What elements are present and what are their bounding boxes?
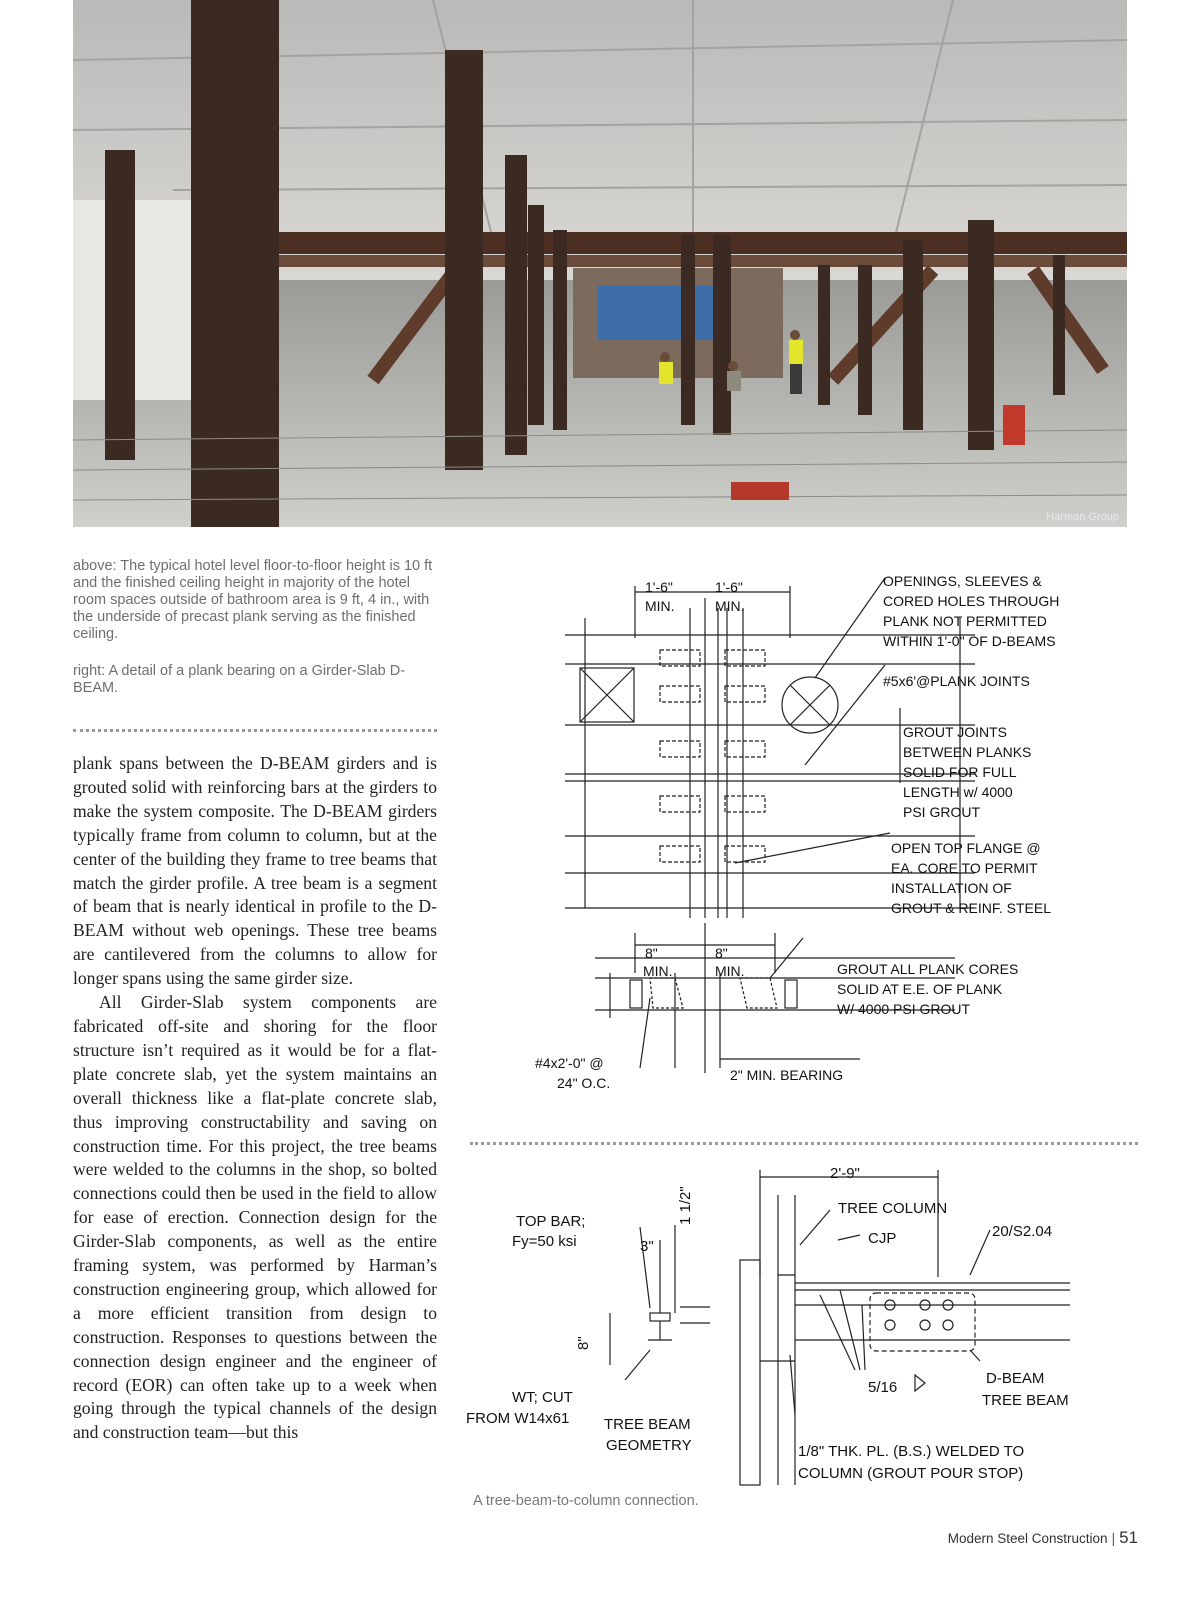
photo-illustration	[73, 0, 1127, 527]
dim-2-9: 2'-9"	[830, 1165, 860, 1182]
page-footer	[948, 1528, 1138, 1548]
figure-caption-bottom: A tree-beam-to-column connection.	[473, 1493, 699, 1509]
top-bar-label-line2: Fy=50 ksi	[512, 1233, 577, 1250]
note-flange-line4: GROUT & REINF. STEEL	[891, 900, 1051, 916]
min-right: MIN.	[715, 598, 745, 614]
dotted-divider-right	[470, 1142, 1138, 1145]
magazine-name: Modern Steel Construction	[947, 1531, 1108, 1546]
top-bar-label-line1: TOP BAR;	[516, 1213, 586, 1230]
section-min-left: MIN.	[643, 963, 673, 979]
note-flange-line1: OPEN TOP FLANGE @	[891, 840, 1041, 856]
dotted-divider-left	[73, 729, 437, 732]
section-dim-right: 8"	[715, 945, 728, 961]
page-number: 51	[1119, 1528, 1138, 1547]
note-cores-line1: GROUT ALL PLANK CORES	[837, 961, 1019, 977]
d-beam-label: D-BEAM	[986, 1370, 1045, 1387]
photo-credit: Harman Group	[1046, 511, 1119, 523]
note-rebar-line2: 24" O.C.	[557, 1075, 611, 1091]
plate-note-line2: COLUMN (GROUT POUR STOP)	[798, 1465, 1024, 1482]
tree-column-label: TREE COLUMN	[838, 1200, 948, 1217]
plank-bearing-detail	[535, 573, 1115, 1098]
tree-beam-geometry-line1: TREE BEAM	[604, 1416, 691, 1433]
note-flange-line2: EA. CORE TO PERMIT	[891, 860, 1038, 876]
note-grout-line1: GROUT JOINTS	[903, 724, 1007, 740]
construction-site-photo	[73, 0, 1127, 527]
detail-reference: 20/S2.04	[992, 1223, 1053, 1240]
dim-3-inch: 3"	[640, 1238, 654, 1255]
plate-note-line1: 1/8" THK. PL. (B.S.) WELDED TO	[798, 1443, 1025, 1460]
section-min-right: MIN.	[715, 963, 745, 979]
figure-caption-right: right: A detail of a plank bearing on a Girder-Slab D-BEAM.	[73, 663, 406, 696]
note-cores-line3: W/ 4000 PSI GROUT	[837, 1001, 971, 1017]
note-openings-line2: CORED HOLES THROUGH	[883, 593, 1060, 609]
note-flange-line3: INSTALLATION OF	[891, 880, 1012, 896]
note-grout-line5: PSI GROUT	[903, 804, 981, 820]
note-openings-line4: WITHIN 1'-0" OF D-BEAMS	[883, 633, 1056, 649]
wt-label-line1: WT; CUT	[512, 1389, 573, 1406]
tree-beam-label: TREE BEAM	[982, 1392, 1069, 1409]
dim-1-1-2-inch: 1 1/2"	[677, 1186, 694, 1225]
body-paragraph-1: plank spans between the D-BEAM girders and is grouted solid with reinforcing bars at the girders to make the system composite. The D-BEAM girders typically frame from column to column, but at the center of the building they frame to tree beams that match the girder profile. A tree beam is a segment of beam that is nearly identical in profile to the D-BEAM without web openings. These tree beams are cantilevered from the columns to allow for longer spans using the same girder size.	[73, 753, 437, 989]
note-plank-bars: #5x6'@PLANK JOINTS	[883, 673, 1030, 689]
note-openings-line1: OPENINGS, SLEEVES &	[883, 573, 1042, 589]
dim-right: 1'-6"	[715, 579, 743, 595]
dim-left: 1'-6"	[645, 579, 673, 595]
note-grout-line2: BETWEEN PLANKS	[903, 744, 1032, 760]
section-dim-left: 8"	[645, 945, 658, 961]
body-paragraph-2: All Girder-Slab system components are fabricated off-site and shoring for the floor structure isn’t required as it would be for a flat-plate concrete slab, yet the system maintains an overall thickness like a flat-plate concrete slab, thus improving constructability and saving on construction time. For this project, the tree beams were welded to the columns in the shop, so bolted connections could then be used in the field to allow for ease of erection. Connection design for the Girder-Slab components, as well as the entire framing system, was performed by Harman’s construction engineering group, which allowed for a more efficient transition from design to construction. Responses to questions between the connection design engineer and the engineer of record (EOR) can often take up to a week when going through the typical channels of the design and construction team—but this	[73, 992, 437, 1443]
dim-8-inch: 8"	[575, 1336, 592, 1350]
note-grout-line3: SOLID FOR FULL	[903, 764, 1017, 780]
note-min-bearing: 2" MIN. BEARING	[730, 1067, 844, 1083]
note-openings-line3: PLANK NOT PERMITTED	[883, 613, 1047, 629]
note-rebar-line1: #4x2'-0" @	[535, 1055, 604, 1071]
tree-beam-connection-detail	[466, 1165, 1120, 1490]
tree-beam-geometry-line2: GEOMETRY	[606, 1437, 692, 1454]
wt-label-line2: FROM W14x61	[466, 1410, 570, 1427]
note-cores-line2: SOLID AT E.E. OF PLANK	[837, 981, 1003, 997]
min-left: MIN.	[645, 598, 675, 614]
footer-separator: |	[1111, 1531, 1116, 1546]
note-grout-line4: LENGTH w/ 4000	[903, 784, 1013, 800]
weld-size: 5/16	[868, 1379, 898, 1396]
photo-caption-above: above: The typical hotel level floor-to-floor height is 10 ft and the finished ceiling height in majority of the hotel room spaces outside of bathroom area is 9 ft, 4 in., with the underside of precast plank serving as the finished ceiling.	[73, 558, 433, 642]
article-body	[73, 752, 437, 1445]
cjp-label: CJP	[868, 1230, 897, 1247]
